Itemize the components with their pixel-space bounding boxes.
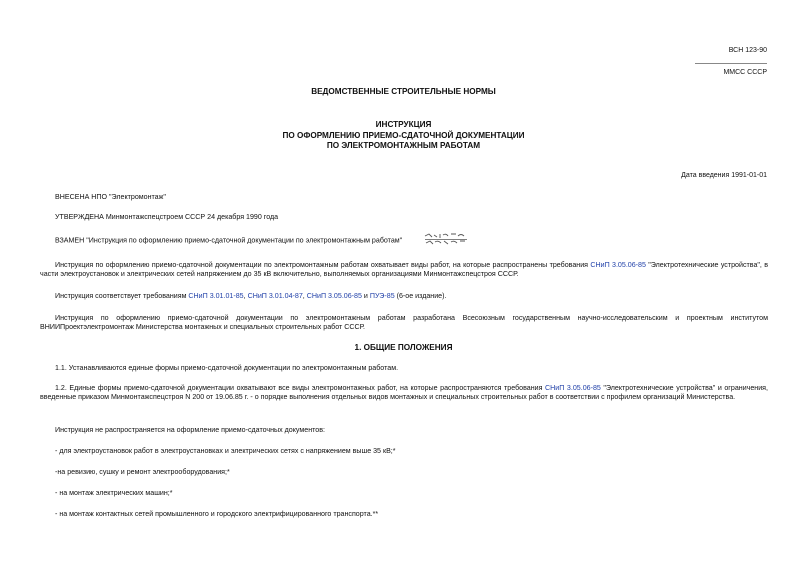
- exclusion-item: - для электроустановок работ в электроустановках и электрических сетях с напряжением выше 35 кВ;*: [55, 447, 396, 455]
- snip-3-05-06-link-3[interactable]: СНиП 3.05.06-85: [545, 384, 601, 392]
- compliance-sep-1: ,: [243, 292, 248, 300]
- snip-3-01-04-link[interactable]: СНиП 3.01.04-87: [247, 292, 303, 300]
- compliance-text-a: Инструкция соответствует требованиям: [55, 292, 189, 300]
- code-divider: [695, 57, 767, 64]
- exclusion-item: - на монтаж электрических машин;*: [55, 489, 173, 497]
- clause-1-2-text-a: 1.2. Единые формы приемо-сдаточной документации охватывают все виды электромонтажных работ, на которые распространяются требования: [55, 384, 546, 392]
- section-1-title: 1. ОБЩИЕ ПОЛОЖЕНИЯ: [354, 343, 453, 352]
- snip-3-05-06-link[interactable]: СНиП 3.05.06-85: [590, 261, 646, 269]
- issuing-org: ММСС СССР: [723, 69, 767, 77]
- paragraph-compliance: [40, 292, 768, 301]
- document-code: ВСН 123-90: [728, 47, 767, 54]
- clause-1-1: 1.1. Устанавливаются единые формы приемо-сдаточной документации по электромонтажным работам.: [55, 364, 399, 372]
- title-line-3: ПО ЭЛЕКТРОМОНТАЖНЫМ РАБОТАМ: [326, 141, 481, 151]
- paragraph-scope: [40, 261, 768, 279]
- introduction-date: Дата введения 1991-01-01: [681, 172, 767, 179]
- clause-1-2: [40, 384, 768, 402]
- meta-vzamen-row: [40, 231, 768, 250]
- title-line-1: ИНСТРУКЦИЯ: [375, 120, 432, 129]
- title-line-2: ПО ОФОРМЛЕНИЮ ПРИЕМО-СДАТОЧНОЙ ДОКУМЕНТАЦИИ: [282, 130, 525, 140]
- exclusions-intro: Инструкция не распространяется на оформление приемо-сдаточных документов:: [55, 426, 325, 434]
- meta-utverzhdena: УТВЕРЖДЕНА Минмонтажспецстроем СССР 24 декабря 1990 года: [55, 213, 279, 221]
- exclusion-item: -на ревизию, сушку и ремонт электрооборудования;*: [55, 468, 230, 476]
- norms-heading: ВЕДОМСТВЕННЫЕ СТРОИТЕЛЬНЫЕ НОРМЫ: [311, 87, 496, 96]
- document-title: [0, 120, 807, 152]
- pue-85-link[interactable]: ПУЭ-85: [369, 292, 395, 300]
- snip-3-01-01-link[interactable]: СНиП 3.01.01-85: [188, 292, 244, 300]
- meta-vnesena: ВНЕСЕНА НПО "Электромонтаж": [55, 193, 166, 201]
- compliance-text-b: (6-ое издание).: [394, 292, 447, 300]
- handwritten-note: [408, 231, 469, 250]
- document-code-block: [677, 46, 767, 77]
- paragraph-developer: Инструкция по оформлению приемо-сдаточной документации по электромонтажным работам разработана Всесоюзным государственным научно-исследовательским и проектным институтом ВНИИПроектэлектромонтаж Министерства монтажных и специальных строительных работ СССР.: [40, 314, 768, 332]
- paragraph-scope-text-b: "Электротехнические устройства", в части электроустановок и электрических сетей напряжением до 35 кВ включительно, выполняемых организациями Минмонтажспецстроя СССР.: [40, 261, 768, 279]
- compliance-sep-2: ,: [302, 292, 307, 300]
- snip-3-05-06-link-2[interactable]: СНиП 3.05.06-85: [306, 292, 362, 300]
- paragraph-scope-text-a: Инструкция по оформлению приемо-сдаточной документации по электромонтажным работам охватывает виды работ, на которые распространены требования: [55, 261, 591, 269]
- clause-1-2-text-b: "Электротехнические устройства" и ограничения, введенные приказом Минмонтажспецстроя N 200 от 19.06.85 г. - о порядке выполнения отдельных видов монтажных и специальных строительных работ в соответствии с профилем организаций Министерства.: [40, 384, 768, 402]
- compliance-sep-3: и: [361, 292, 370, 300]
- meta-vzamen: ВЗАМЕН "Инструкция по оформлению приемо-сдаточной документации по электромонтажным работам": [55, 236, 403, 245]
- exclusion-item: - на монтаж контактных сетей промышленного и городского электрифицированного транспорта.**: [55, 510, 379, 518]
